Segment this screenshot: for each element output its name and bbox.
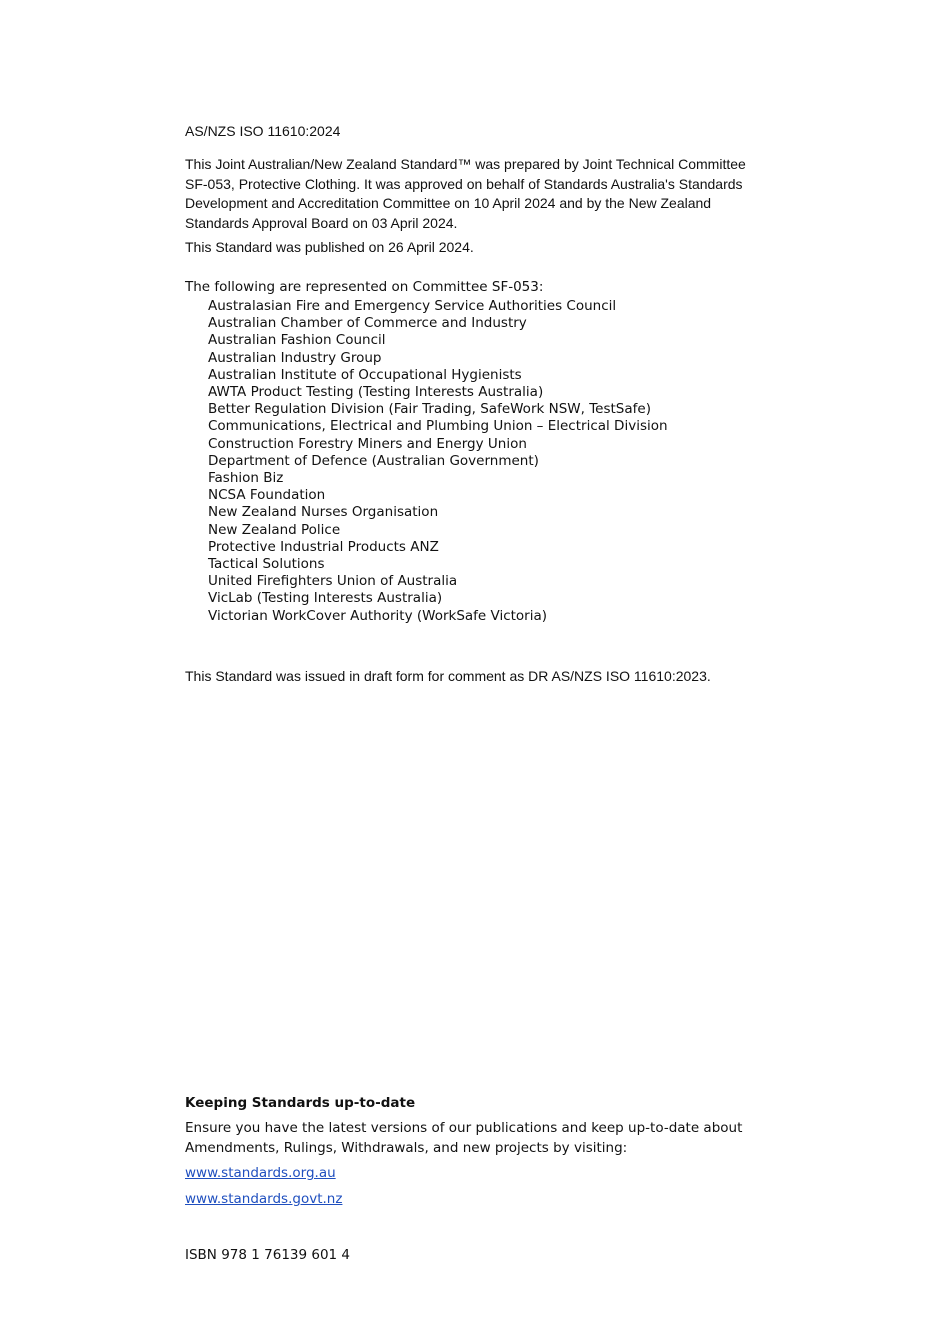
committee-member: VicLab (Testing Interests Australia)	[208, 590, 443, 607]
committee-member: Australian Institute of Occupational Hygienists	[208, 366, 522, 383]
keeping-up-to-date-heading: Keeping Standards up-to-date	[185, 1095, 416, 1111]
isbn: ISBN 978 1 76139 601 4	[185, 1247, 351, 1263]
intro-paragraph: This Joint Australian/New Zealand Standard™ was prepared by Joint Technical Committee SF-053, Protective Clothing. It was approved on behalf of Standards Australia's Standards Development and Accreditation Committee on 10 April 2024 and by the New Zealand Standards Approval Board on 03 April 2024.	[185, 156, 746, 231]
committee-member: Australian Industry Group	[208, 349, 382, 366]
keeping-up-to-date-body: Ensure you have the latest versions of our publications and keep up-to-date about Amendments, Rulings, Withdrawals, and new projects by visiting:	[185, 1120, 743, 1156]
committee-member: AWTA Product Testing (Testing Interests Australia)	[208, 384, 544, 401]
standards-au-link[interactable]: www.standards.org.au	[185, 1165, 336, 1181]
draft-note: This Standard was issued in draft form for comment as DR AS/NZS ISO 11610:2023.	[185, 668, 711, 684]
committee-member: Tactical Solutions	[208, 556, 325, 573]
published-note: This Standard was published on 26 April 2024.	[185, 239, 474, 255]
committee-member: Communications, Electrical and Plumbing Union – Electrical Division	[208, 418, 668, 435]
committee-member: Australian Fashion Council	[208, 332, 386, 349]
committee-member: United Firefighters Union of Australia	[208, 573, 458, 590]
committee-member: Construction Forestry Miners and Energy Union	[208, 435, 527, 452]
committee-member: New Zealand Nurses Organisation	[208, 504, 439, 521]
committee-member: Australasian Fire and Emergency Service Authorities Council	[208, 298, 617, 314]
standard-id: AS/NZS ISO 11610:2024	[185, 123, 341, 139]
committee-member: Australian Chamber of Commerce and Industry	[208, 315, 527, 332]
committee-member: New Zealand Police	[208, 521, 341, 538]
standards-nz-link[interactable]: www.standards.govt.nz	[185, 1191, 343, 1207]
committee-member-list	[208, 298, 668, 625]
committee-member: Protective Industrial Products ANZ	[208, 538, 439, 555]
committee-member: Department of Defence (Australian Government)	[208, 452, 539, 469]
committee-member: Fashion Biz	[208, 470, 284, 487]
committee-member: Better Regulation Division (Fair Trading, SafeWork NSW, TestSafe)	[208, 401, 651, 418]
committee-member: Victorian WorkCover Authority (WorkSafe Victoria)	[208, 607, 548, 624]
committee-heading: The following are represented on Committee SF-053:	[185, 279, 544, 295]
committee-member: NCSA Foundation	[208, 487, 326, 504]
